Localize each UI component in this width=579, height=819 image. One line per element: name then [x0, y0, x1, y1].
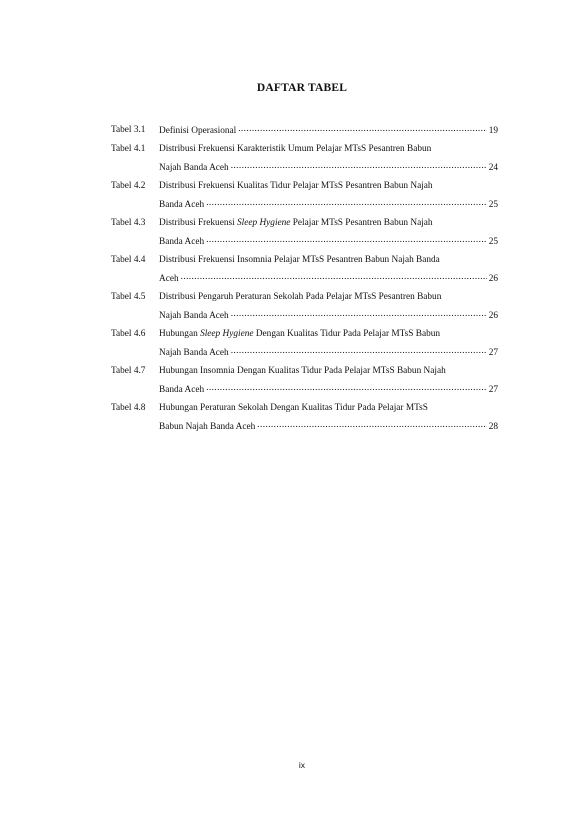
caption-text: Definisi Operasional	[159, 126, 237, 136]
caption-last-line	[159, 343, 498, 362]
dot-leader	[231, 160, 487, 172]
table-number: Tabel 4.8	[111, 403, 146, 413]
caption-italic-text: Sleep Hygiene	[200, 329, 254, 339]
caption-text: Najah Banda Aceh	[159, 163, 229, 173]
caption-line-text	[159, 381, 204, 399]
caption-line-text	[159, 344, 229, 362]
caption-line-text	[159, 270, 179, 288]
caption-text: Najah Banda Aceh	[159, 348, 229, 358]
table-caption	[159, 325, 498, 362]
caption-text: Distribusi Frekuensi	[159, 218, 237, 228]
caption-line-text	[159, 159, 229, 177]
caption-text: Hubungan	[159, 329, 201, 339]
dot-leader	[238, 123, 487, 135]
toc-entry[interactable]	[111, 177, 498, 214]
dot-leader	[231, 345, 487, 357]
page-number: ix	[298, 760, 306, 770]
page-reference: 27	[488, 385, 498, 395]
caption-line-text	[159, 307, 229, 325]
caption-text: Hubungan Peraturan Sekolah Dengan Kualitas Tidur Pada Pelajar MTsS	[159, 403, 428, 413]
table-number: Tabel 4.1	[111, 144, 146, 154]
caption-last-line	[159, 417, 498, 436]
table-caption	[159, 177, 498, 214]
table-number: Tabel 3.1	[111, 125, 146, 135]
caption-line	[159, 325, 498, 343]
caption-italic-text: Sleep Hygiene	[237, 218, 291, 228]
page-reference: 25	[488, 200, 498, 210]
caption-line	[159, 177, 498, 195]
dot-leader	[257, 419, 486, 431]
table-caption	[159, 214, 498, 251]
caption-last-line	[159, 195, 498, 214]
caption-line-text	[159, 122, 236, 140]
dot-leader	[231, 308, 487, 320]
toc-entry[interactable]	[111, 121, 498, 140]
page-reference: 19	[488, 126, 498, 136]
toc-entry[interactable]	[111, 288, 498, 325]
toc-entry[interactable]	[111, 140, 498, 177]
page-reference: 26	[488, 274, 498, 284]
table-caption	[159, 288, 498, 325]
caption-line	[159, 288, 498, 306]
caption-line	[159, 399, 498, 417]
dot-leader	[206, 197, 487, 209]
caption-text: Najah Banda Aceh	[159, 311, 229, 321]
table-caption	[159, 362, 498, 399]
caption-line-text	[159, 233, 204, 251]
caption-line	[159, 140, 498, 158]
table-number: Tabel 4.4	[111, 255, 146, 265]
caption-text: Babun Najah Banda Aceh	[159, 422, 256, 432]
dot-leader	[206, 382, 487, 394]
table-number: Tabel 4.2	[111, 181, 146, 191]
table-number: Tabel 4.5	[111, 292, 146, 302]
caption-text: Banda Aceh	[159, 237, 205, 247]
caption-text: Hubungan Insomnia Dengan Kualitas Tidur Pada Pelajar MTsS Babun Najah	[159, 366, 446, 376]
page-reference: 28	[488, 422, 498, 432]
toc-entry[interactable]	[111, 214, 498, 251]
table-number: Tabel 4.3	[111, 218, 146, 228]
toc-entry[interactable]	[111, 399, 498, 436]
table-number: Tabel 4.6	[111, 329, 146, 339]
caption-line-text	[159, 418, 255, 436]
caption-text: Distribusi Frekuensi Karakteristik Umum Pelajar MTsS Pesantren Babun	[159, 144, 432, 154]
caption-last-line	[159, 380, 498, 399]
table-caption	[159, 140, 498, 177]
caption-text: Banda Aceh	[159, 200, 205, 210]
page-reference: 27	[488, 348, 498, 358]
table-number: Tabel 4.7	[111, 366, 146, 376]
dot-leader	[181, 271, 487, 283]
toc-entry[interactable]	[111, 325, 498, 362]
table-list	[111, 121, 498, 436]
caption-line	[159, 362, 498, 380]
page-reference: 26	[488, 311, 498, 321]
caption-last-line	[159, 232, 498, 251]
page-title: DAFTAR TABEL	[256, 82, 348, 94]
caption-last-line	[159, 306, 498, 325]
caption-text: Distribusi Frekuensi Kualitas Tidur Pelajar MTsS Pesantren Babun Najah	[159, 181, 433, 191]
caption-last-line	[159, 158, 498, 177]
caption-text: Distribusi Pengaruh Peraturan Sekolah Pada Pelajar MTsS Pesantren Babun	[159, 292, 442, 302]
caption-text: Aceh	[159, 274, 179, 284]
caption-text: Dengan Kualitas Tidur Pada Pelajar MTsS Babun	[253, 329, 441, 339]
caption-text: Distribusi Frekuensi Insomnia Pelajar MTsS Pesantren Babun Najah Banda	[159, 255, 440, 265]
caption-text: Pelajar MTsS Pesantren Babun Najah	[290, 218, 433, 228]
caption-text: Banda Aceh	[159, 385, 205, 395]
caption-line-text	[159, 196, 204, 214]
caption-last-line	[159, 121, 498, 140]
caption-line	[159, 214, 498, 232]
caption-line	[159, 251, 498, 269]
dot-leader	[206, 234, 487, 246]
toc-entry[interactable]	[111, 251, 498, 288]
caption-last-line	[159, 269, 498, 288]
table-caption	[159, 399, 498, 436]
page-reference: 24	[488, 163, 498, 173]
table-caption	[159, 251, 498, 288]
page-reference: 25	[488, 237, 498, 247]
toc-entry[interactable]	[111, 362, 498, 399]
table-caption	[159, 121, 498, 140]
